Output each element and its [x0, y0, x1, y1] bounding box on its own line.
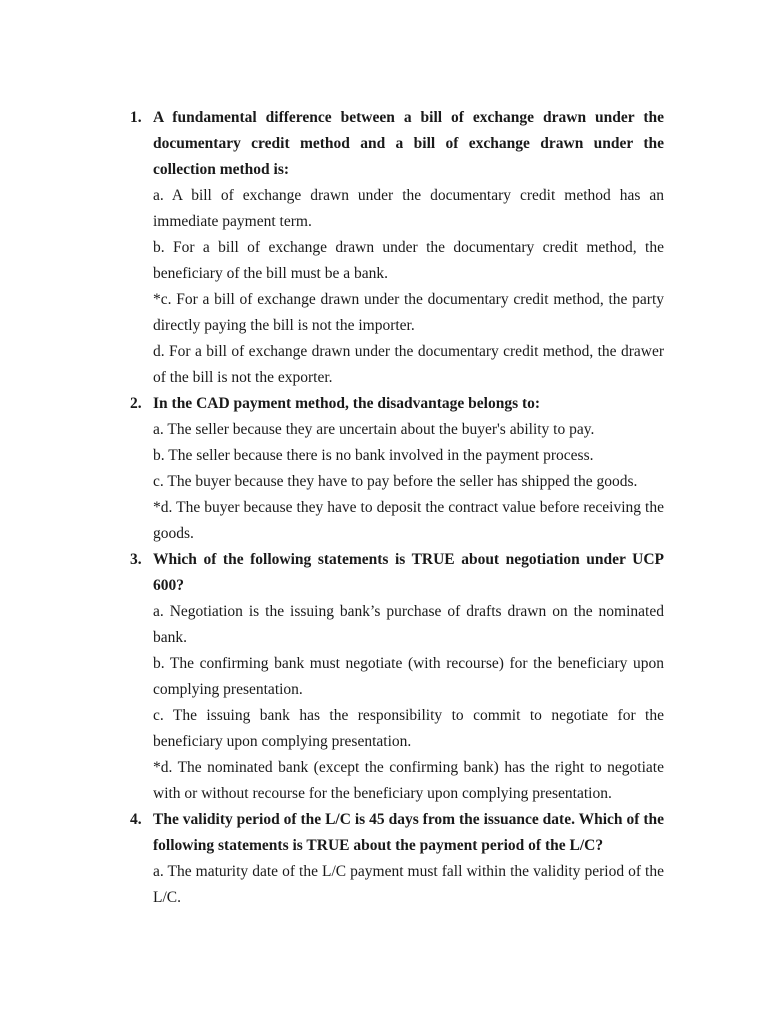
- question-prompt: [0, 547, 768, 599]
- question-list: [0, 105, 768, 911]
- answer-option-correct: *d. The buyer because they have to deposit the contract value before receiving the goods.: [153, 499, 664, 542]
- question-number: 2.: [130, 395, 142, 412]
- answer-option-correct: *d. The nominated bank (except the confirming bank) has the right to negotiate with or without recourse for the beneficiary upon complying presentation.: [153, 759, 664, 802]
- question-number: 3.: [130, 551, 142, 568]
- answer-option: b. The confirming bank must negotiate (with recourse) for the beneficiary upon complying presentation.: [153, 655, 664, 698]
- answer-option-correct: *c. For a bill of exchange drawn under the documentary credit method, the party directly paying the bill is not the importer.: [153, 291, 664, 334]
- answer-option: a. A bill of exchange drawn under the documentary credit method has an immediate payment term.: [153, 187, 664, 230]
- answer-option: a. Negotiation is the issuing bank’s purchase of drafts drawn on the nominated bank.: [153, 603, 664, 646]
- question-text: A fundamental difference between a bill of exchange drawn under the documentary credit method and a bill of exchange drawn under the collection method is:: [153, 109, 664, 178]
- answer-option: c. The buyer because they have to pay before the seller has shipped the goods.: [153, 473, 638, 490]
- question-prompt: [0, 807, 768, 859]
- question-number: 4.: [130, 811, 142, 828]
- answer-option: b. For a bill of exchange drawn under the documentary credit method, the beneficiary of the bill must be a bank.: [153, 239, 664, 282]
- question-3: [0, 547, 768, 807]
- question-number: 1.: [130, 109, 142, 126]
- question-prompt: [0, 105, 768, 183]
- question-text: The validity period of the L/C is 45 days from the issuance date. Which of the following statements is TRUE about the payment period of the L/C?: [153, 811, 664, 854]
- answer-option: b. The seller because there is no bank involved in the payment process.: [153, 447, 594, 464]
- question-2: [0, 391, 768, 547]
- question-text: Which of the following statements is TRUE about negotiation under UCP 600?: [153, 551, 664, 594]
- question-4: [0, 807, 768, 911]
- answer-option: a. The seller because they are uncertain about the buyer's ability to pay.: [153, 421, 595, 438]
- question-prompt: [0, 391, 768, 417]
- answer-option: c. The issuing bank has the responsibility to commit to negotiate for the beneficiary upon complying presentation.: [153, 707, 664, 750]
- answer-option: d. For a bill of exchange drawn under the documentary credit method, the drawer of the bill is not the exporter.: [153, 343, 664, 386]
- question-1: [0, 105, 768, 391]
- answer-option: a. The maturity date of the L/C payment must fall within the validity period of the L/C.: [153, 863, 664, 906]
- question-text: In the CAD payment method, the disadvantage belongs to:: [153, 395, 541, 412]
